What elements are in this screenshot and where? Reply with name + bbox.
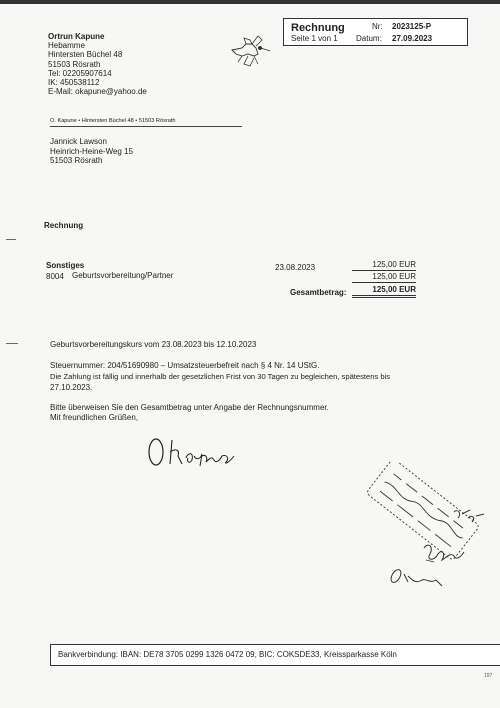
- recipient-block: [50, 137, 133, 166]
- sender-address-line: O. Kapune • Hintersten Büchel 48 • 51503 Rösrath: [50, 118, 176, 124]
- address-rule: [50, 126, 242, 127]
- sender-block: [48, 32, 147, 96]
- subtotal-rule: [352, 270, 416, 271]
- bank-details: Bankverbindung: IBAN: DE78 3705 0299 1326 0472 09, BIC: COKSDE33, Kreissparkasse Köln: [58, 650, 397, 659]
- fold-mark-top: [6, 239, 16, 240]
- fold-mark-middle: [6, 343, 18, 344]
- corner-code: 197: [484, 673, 493, 679]
- total-rule-bottom-2: [352, 297, 416, 298]
- recipient-city: 51503 Rösrath: [50, 156, 103, 166]
- invoice-date: 27.09.2023: [392, 34, 433, 43]
- total-rule-top: [352, 282, 416, 283]
- invoice-box-title: Rechnung: [291, 22, 345, 34]
- sender-ik: IK: 450538112: [48, 78, 100, 88]
- scan-top-edge: [0, 0, 500, 4]
- item-date: 23.08.2023: [275, 263, 316, 272]
- payment-text-line2: 27.10.2023.: [50, 383, 93, 392]
- invoice-number: 2023125-P: [392, 22, 432, 31]
- course-text: Geburtsvorbereitungskurs vom 23.08.2023 bis 12.10.2023: [50, 340, 257, 349]
- closing-text: Mit freundlichen Grüßen,: [50, 413, 139, 422]
- section-heading: Sonstiges: [46, 261, 85, 270]
- stork-logo: [228, 34, 272, 70]
- recipient-name: Jannick Lawson: [50, 137, 107, 146]
- total-value: 125,00 EUR: [372, 285, 416, 294]
- bank-details-box: [50, 644, 500, 666]
- sender-profession: Hebamme: [48, 41, 85, 51]
- handwritten-signature: [142, 434, 242, 472]
- paid-stamp: [338, 462, 488, 602]
- item-description: Geburtsvorbereitung/Partner: [72, 271, 174, 280]
- instruction-text: Bitte überweisen Sie den Gesamtbetrag unter Angabe der Rechnungsnummer.: [50, 403, 329, 412]
- total-rule-bottom-1: [352, 295, 416, 296]
- sender-phone: Tel: 02205907614: [48, 68, 112, 78]
- sender-city: 51503 Rösrath: [48, 59, 101, 69]
- invoice-number-label: Nr:: [372, 22, 383, 31]
- tax-text: Steuernummer: 204/51690980 – Umsatzsteuerbefreit nach § 4 Nr. 14 UStG.: [50, 361, 320, 370]
- page-info: Seite 1 von 1: [291, 34, 338, 43]
- item-subtotal: 125,00 EUR: [372, 272, 416, 281]
- sender-email: E-Mail: okapune@yahoo.de: [48, 87, 147, 97]
- invoice-date-label: Datum:: [356, 34, 382, 43]
- invoice-header-box: [283, 18, 468, 46]
- total-label: Gesamtbetrag:: [290, 288, 347, 297]
- item-code: 8004: [46, 272, 64, 281]
- item-amount: 125,00 EUR: [372, 260, 416, 269]
- payment-text-line1: Die Zahlung ist fällig und innerhalb der gesetzlichen Frist von 30 Tagen zu begleichen, spätestens bis: [50, 372, 391, 381]
- sender-street: Hintersten Büchel 48: [48, 50, 123, 60]
- sender-name: Ortrun Kapune: [48, 32, 105, 41]
- invoice-heading: Rechnung: [44, 221, 84, 230]
- recipient-street: Heinrich-Heine-Weg 15: [50, 146, 133, 156]
